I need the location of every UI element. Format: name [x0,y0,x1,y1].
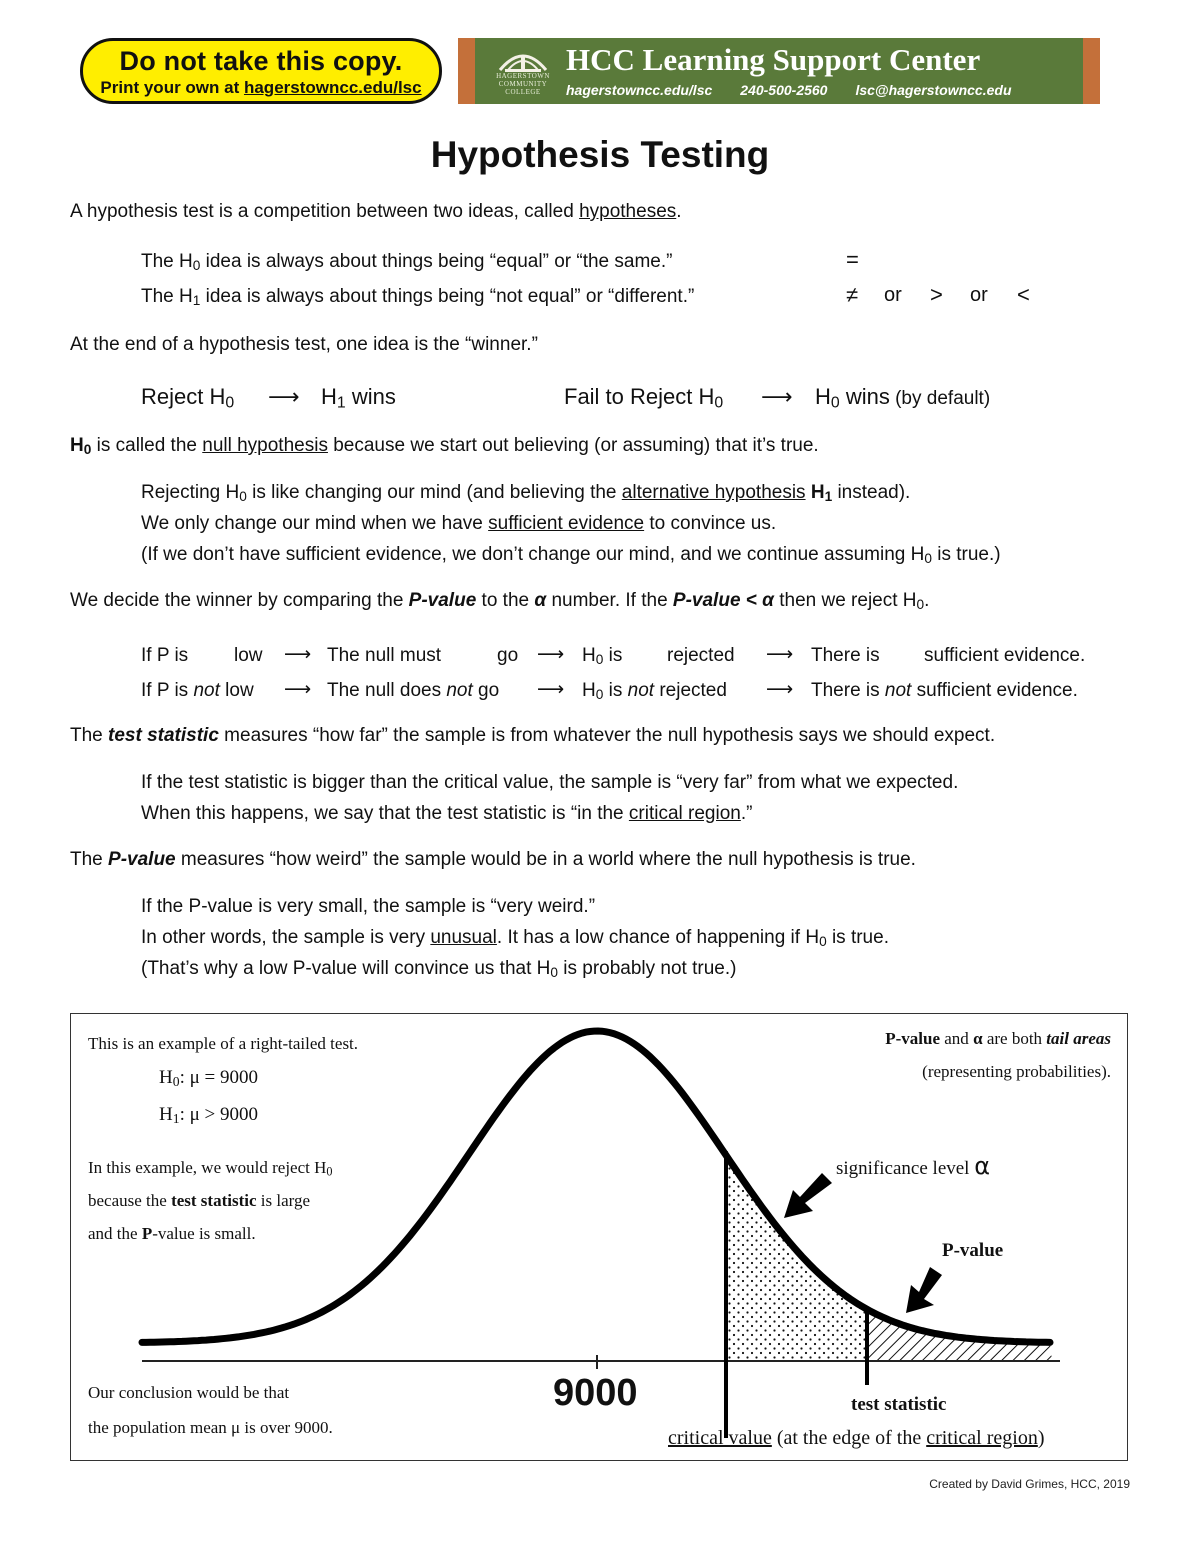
r1c5-b: is [603,645,623,666]
fig-crit-c: critical region [926,1427,1038,1449]
rule-row-2-c5 [582,680,727,702]
test-stat-l2 [141,803,752,825]
fig-h0-rest: : μ = 9000 [179,1067,259,1088]
figure-reject-l1 [88,1158,333,1178]
equal-symbol: = [846,247,859,272]
h0-wins-sub: 0 [830,394,840,412]
tail-areas-l1 [885,1029,1111,1049]
warning-link[interactable]: hagerstowncc.edu/lsc [243,78,422,97]
term-critical-region: critical region [628,803,741,824]
pvalue-line [70,849,916,871]
fig-rej-l2b: test statistic [171,1191,257,1210]
rej-l2-a: We only change our mind when we have [141,513,489,534]
arrow-right-icon: ⟶ [268,384,300,409]
h1-sub: 1 [192,293,201,308]
rejecting-line2 [141,513,776,535]
pv-b: measures “how weird” the sample would be in a world where the null hypothesis is true. [175,849,916,870]
r2c1-a: If P is [141,680,194,701]
warning-line1: Do not take this copy. [119,46,403,76]
decide-a: We decide the winner by comparing the [70,590,409,611]
r1c5-h: H [582,645,596,666]
reject-text: Reject H [141,384,226,409]
rej-l1-b: is like changing our mind (and believing the [246,482,622,503]
arrow-to-alpha-icon [784,1173,832,1218]
figure-reject-l3 [88,1224,256,1244]
reject-h0 [141,384,234,410]
fig-tail-d: are both [982,1029,1047,1048]
right-tailed-figure [70,1013,1128,1461]
pv-l3-sub: 0 [550,965,558,980]
fail-to-reject [564,384,723,410]
arrow-right-icon: ⟶ [284,644,312,665]
h0-pre: The H [141,251,193,272]
rule-row-1-c6: rejected [667,645,735,666]
intro-text: A hypothesis test is a competition between two ideas, called [70,201,580,222]
fig-h1-h: H [159,1104,173,1125]
ts-l2-b: .” [740,803,753,824]
rule-row-1-c5 [582,645,622,667]
r2c5-h: H [582,680,596,701]
less-symbol: < [1017,282,1030,307]
arrow-right-icon: ⟶ [766,679,794,700]
rule-row-1-c2: low [234,645,263,666]
significance-label [836,1152,990,1180]
null-a: is called the [91,435,203,456]
warning-line2 [83,78,439,98]
credit-line: Created by David Grimes, HCC, 2019 [929,1477,1130,1491]
email-link[interactable]: lsc@hagerstowncc.edu [855,82,1012,98]
term-hypotheses: hypotheses [579,201,677,222]
rule-row-1-c8: sufficient evidence. [924,645,1086,666]
r2c7-i: not [884,680,912,701]
decide-e: . [924,590,930,611]
ts-a: The [70,725,109,746]
rule-row-2-c3 [327,680,499,702]
example-text: This is an example of a right-tailed test. [88,1034,359,1053]
reject-sub: 0 [225,394,235,412]
winner-line: At the end of a hypothesis test, one idea is the “winner.” [70,334,538,355]
term-sufficient-evidence: sufficient evidence [488,513,645,534]
fig-rej-l3b: P [141,1224,153,1243]
fig-rej-l1: In this example, we would reject H [88,1158,327,1177]
fig-tail-c: α [973,1029,983,1048]
lsc-banner [458,38,1100,104]
term-null-hypothesis: null hypothesis [202,435,328,456]
arrow-right-icon: ⟶ [284,679,312,700]
decide-pvalue: P-value [408,590,477,611]
arrow-right-icon: ⟶ [537,679,565,700]
center-value: 9000 [553,1372,638,1414]
pvalue-l3 [141,958,736,980]
pv-l2-c: is true. [826,927,889,948]
r2c2: low [219,680,254,701]
pv-l3-b: is probably not true.) [557,958,737,979]
fig-crit-a: critical value [668,1427,772,1449]
null-h: H [70,435,84,456]
arrow-right-icon: ⟶ [761,384,793,409]
rule-row-1-c7: There is [811,645,880,666]
r2c6: rejected [654,680,727,701]
r2c5-b: is [603,680,628,701]
fail-text: Fail to Reject H [564,384,715,409]
pvalue-l1: If the P-value is very small, the sample is “very weird.” [141,896,596,917]
rej-l1-sub2: 1 [824,489,833,504]
fig-rej-l2c: is large [256,1191,311,1210]
figure-reject-l2 [88,1191,310,1211]
fig-tail-a: P-value [885,1029,941,1048]
rejecting-line1 [141,482,910,504]
null-para [70,435,819,457]
not-equal-symbol: ≠ [846,282,859,307]
fig-rej-l2a: because the [88,1191,172,1210]
decide-b: to the [476,590,535,611]
pvalue-label: P-value [942,1240,1004,1261]
decide-c: number. If the [546,590,673,611]
warning-prefix: Print your own at [100,78,244,97]
tail-areas-l2: (representing probabilities). [922,1062,1111,1081]
term-unusual: unusual [430,927,497,948]
rejecting-line3 [141,544,1001,566]
fig-rej-l3c: -value is small. [152,1224,256,1243]
h0-wins [815,384,990,410]
r2c8: sufficient evidence. [911,680,1078,701]
fig-tail-e: tail areas [1046,1029,1111,1048]
h1-post: idea is always about things being “not equal” or “different.” [200,286,695,307]
ts-l2-a: When this happens, we say that the test statistic is “in the [141,803,629,824]
fig-tail-b: and [940,1029,974,1048]
banner-contact [566,82,1040,98]
pv-l3-a: (That’s why a low P-value will convince us that H [141,958,551,979]
figure-h0 [159,1067,258,1089]
r2c5-sub: 0 [595,687,604,702]
ts-b: measures “how far” the sample is from whatever the null hypothesis says we should expect. [218,725,996,746]
ts-term: test statistic [108,725,219,746]
website-link[interactable]: hagerstowncc.edu/lsc [566,82,713,98]
critical-value-label [668,1427,1045,1450]
by-default: (by default) [889,388,991,409]
term-alternative-hypothesis: alternative hypothesis [621,482,806,503]
rej-l3-sub: 0 [924,551,932,566]
fig-h0-h: H [159,1067,173,1088]
fig-crit-d: ) [1037,1427,1045,1449]
r2c3-a: The null does [327,680,447,701]
null-b: because we start out believing (or assuming) that it’s true. [327,435,819,456]
fig-h1-sub: 1 [172,1111,180,1126]
r2c4: go [472,680,500,701]
h0-wins-post: wins [839,384,890,409]
rej-l3-b: is true.) [931,544,1001,565]
intro-end: . [676,201,682,222]
h1-wins [321,384,396,410]
h1-wins-post: wins [345,384,396,409]
r2c1-i: not [193,680,220,701]
h1-wins-h: H [321,384,337,409]
h1-line [141,286,694,308]
rej-l1-sub: 0 [239,489,247,504]
fig-rej-sub: 0 [326,1164,333,1179]
intro-line [70,201,682,223]
pv-l2-b: . It has a low chance of happening if H [496,927,820,948]
figure-h1 [159,1104,258,1126]
page-title: Hypothesis Testing [430,134,770,175]
fig-crit-b: (at the edge of the [771,1427,927,1449]
fig-h0-sub: 0 [172,1074,180,1089]
rule-row-2-c1 [141,680,254,702]
sig-alpha: α [974,1152,991,1180]
arrow-to-pvalue-icon [906,1267,942,1313]
r2c3-i: not [446,680,473,701]
decide-sub: 0 [916,597,925,612]
warning-badge [80,38,442,104]
r2c5-i: not [627,680,655,701]
rej-l2-b: to convince us. [644,513,777,534]
pv-term: P-value [108,849,176,870]
fig-rej-l3a: and the [88,1224,142,1243]
r1c5-sub: 0 [595,652,604,667]
conclusion-l2: the population mean μ is over 9000. [88,1418,333,1437]
decide-line [70,590,929,612]
pv-a: The [70,849,109,870]
rej-l1-a: Rejecting H [141,482,240,503]
center-name: HCC Learning Support Center [566,42,981,77]
null-sub: 0 [83,442,92,457]
h1-wins-sub: 1 [336,394,346,412]
conclusion-l1: Our conclusion would be that [88,1383,290,1402]
rule-row-2-c7 [811,680,1078,702]
rule-row-1-c4: go [497,645,519,666]
test-stat-line [70,725,995,747]
h0-line [141,251,672,273]
pvalue-l2 [141,927,889,949]
rule-row-1-c1: If P is [141,645,189,666]
rule-row-1-c3: The null must [327,645,442,666]
pv-l2-sub: 0 [819,934,827,949]
test-stat-l1: If the test statistic is bigger than the critical value, the sample is “very far” from what we expected. [141,772,959,793]
arrow-right-icon: ⟶ [766,644,794,665]
rej-l1-d: instead). [832,482,911,503]
r2c7-a: There is [811,680,885,701]
decide-d: then we reject H [773,590,917,611]
rej-l3-a: (If we don’t have sufficient evidence, we don’t change our mind, and we continue assuming H [141,544,925,565]
h0-post: idea is always about things being “equal” or “the same.” [200,251,673,272]
phone-number: 240-500-2560 [740,82,828,98]
greater-symbol: > [930,282,943,307]
h0-sub: 0 [192,258,201,273]
or-word-1: or [884,284,902,306]
logo-text: HAGERSTOWN COMMUNITY COLLEGE [496,72,550,96]
fail-sub: 0 [714,394,724,412]
arrow-right-icon: ⟶ [537,644,565,665]
or-word-2: or [970,284,988,306]
rej-l1-c: H [805,482,825,503]
test-statistic-label: test statistic [851,1394,947,1415]
pv-l2-a: In other words, the sample is very [141,927,431,948]
sig-text: significance level [836,1158,975,1179]
h0-wins-h: H [815,384,831,409]
fig-h1-rest: : μ > 9000 [179,1104,259,1125]
decide-cond: P-value < α [672,590,774,611]
h1-pre: The H [141,286,193,307]
decide-alpha: α [534,590,547,611]
